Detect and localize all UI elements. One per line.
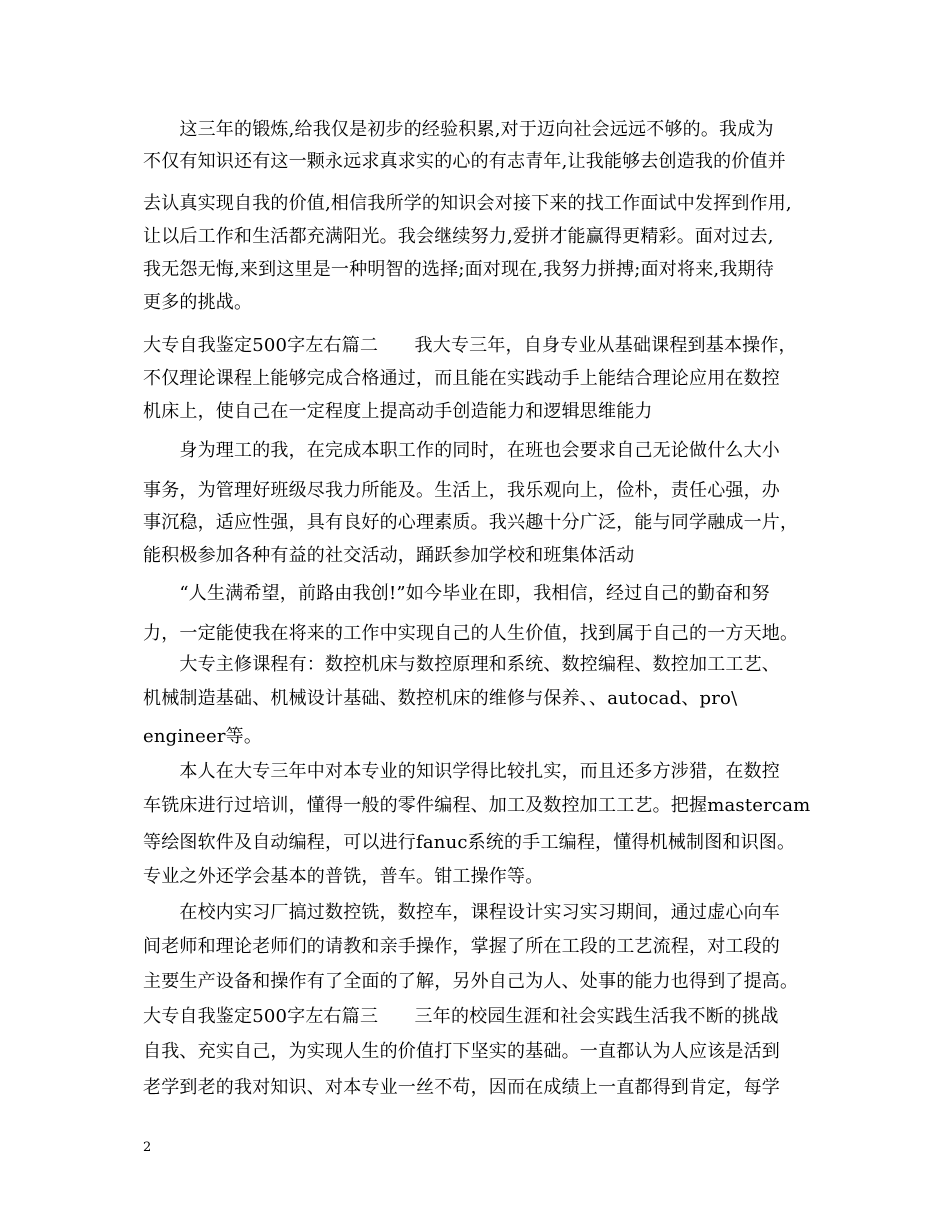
text-line: 力，一定能使我在将来的工作中实现自己的人生价值，找到属于自己的一方天地。 [143,623,799,644]
text-line: 事沉稳，适应性强，具有良好的心理素质。我兴趣十分广泛，能与同学融成一片， [143,512,799,533]
text-line: 这三年的锻炼,给我仅是初步的经验积累,对于迈向社会远远不够的。我成为 [143,119,774,140]
text-line: 主要生产设备和操作有了全面的了解，另外自己为人、处事的能力也得到了提高。 [143,971,799,992]
text-line: 去认真实现自我的价值,相信我所学的知识会对接下来的找工作面试中发挥到作用, [143,193,792,214]
text-line: 不仅有知识还有这一颗永远求真求实的心的有志青年,让我能够去创造我的价值并 [143,151,786,172]
text-line: 间老师和理论老师们的请教和亲手操作，掌握了所在工段的工艺流程，对工段的 [143,936,780,957]
text-line: 机械制造基础、机械设计基础、数控机床的维修与保养、、autocad、pro\ [143,688,738,709]
text-line: 大专主修课程有：数控机床与数控原理和系统、数控编程、数控加工工艺、 [143,654,780,675]
section-heading-line: 大专自我鉴定500字左右篇三 三年的校园生涯和社会实践生活我不断的挑战 [143,1006,779,1027]
text-line: “人生满希望，前路由我创!”如今毕业在即，我相信，经过自己的勤奋和努 [143,583,770,604]
section-heading-line: 大专自我鉴定500字左右篇二 我大专三年，自身专业从基础课程到基本操作， [143,335,797,356]
text-line: 在校内实习厂搞过数控铣，数控车，课程设计实习实习期间，通过虚心向车 [143,902,780,923]
text-line: 不仅理论课程上能够完成合格通过，而且能在实践动手上能结合理论应用在数控 [143,368,780,389]
text-line: 事务，为管理好班级尽我力所能及。生活上，我乐观向上，俭朴，责任心强，办 [143,480,780,501]
text-line: 等绘图软件及自动编程，可以进行fanuc系统的手工编程，懂得机械制图和识图。 [143,832,796,853]
text-line: 身为理工的我，在完成本职工作的同时，在班也会要求自己无论做什么大小 [143,440,780,461]
text-line: 自我、充实自己，为实现人生的价值打下坚实的基础。一直都认为人应该是活到 [143,1041,780,1062]
text-line: engineer等。 [143,726,263,747]
text-line: 专业之外还学会基本的普铣，普车。钳工操作等。 [143,866,544,887]
text-line: 车铣床进行过培训，懂得一般的零件编程、加工及数控加工工艺。把握mastercam [143,795,811,816]
page-number: 2 [143,1140,152,1155]
text-line: 让以后工作和生活都充满阳光。我会继续努力,爱拼才能赢得更精彩。面对过去, [143,226,774,247]
text-line: 更多的挑战。 [143,292,253,313]
text-line: 本人在大专三年中对本专业的知识学得比较扎实，而且还多方涉猎，在数控 [143,761,780,782]
text-line: 机床上，使自己在一定程度上提高动手创造能力和逻辑思维能力 [143,401,653,422]
text-line: 我无怨无悔,来到这里是一种明智的选择;面对现在,我努力拼搏;面对将来,我期待 [143,259,774,280]
text-line: 老学到老的我对知识、对本专业一丝不苟，因而在成绩上一直都得到肯定，每学 [143,1077,780,1098]
text-line: 能积极参加各种有益的社交活动，踊跃参加学校和班集体活动 [143,545,635,566]
